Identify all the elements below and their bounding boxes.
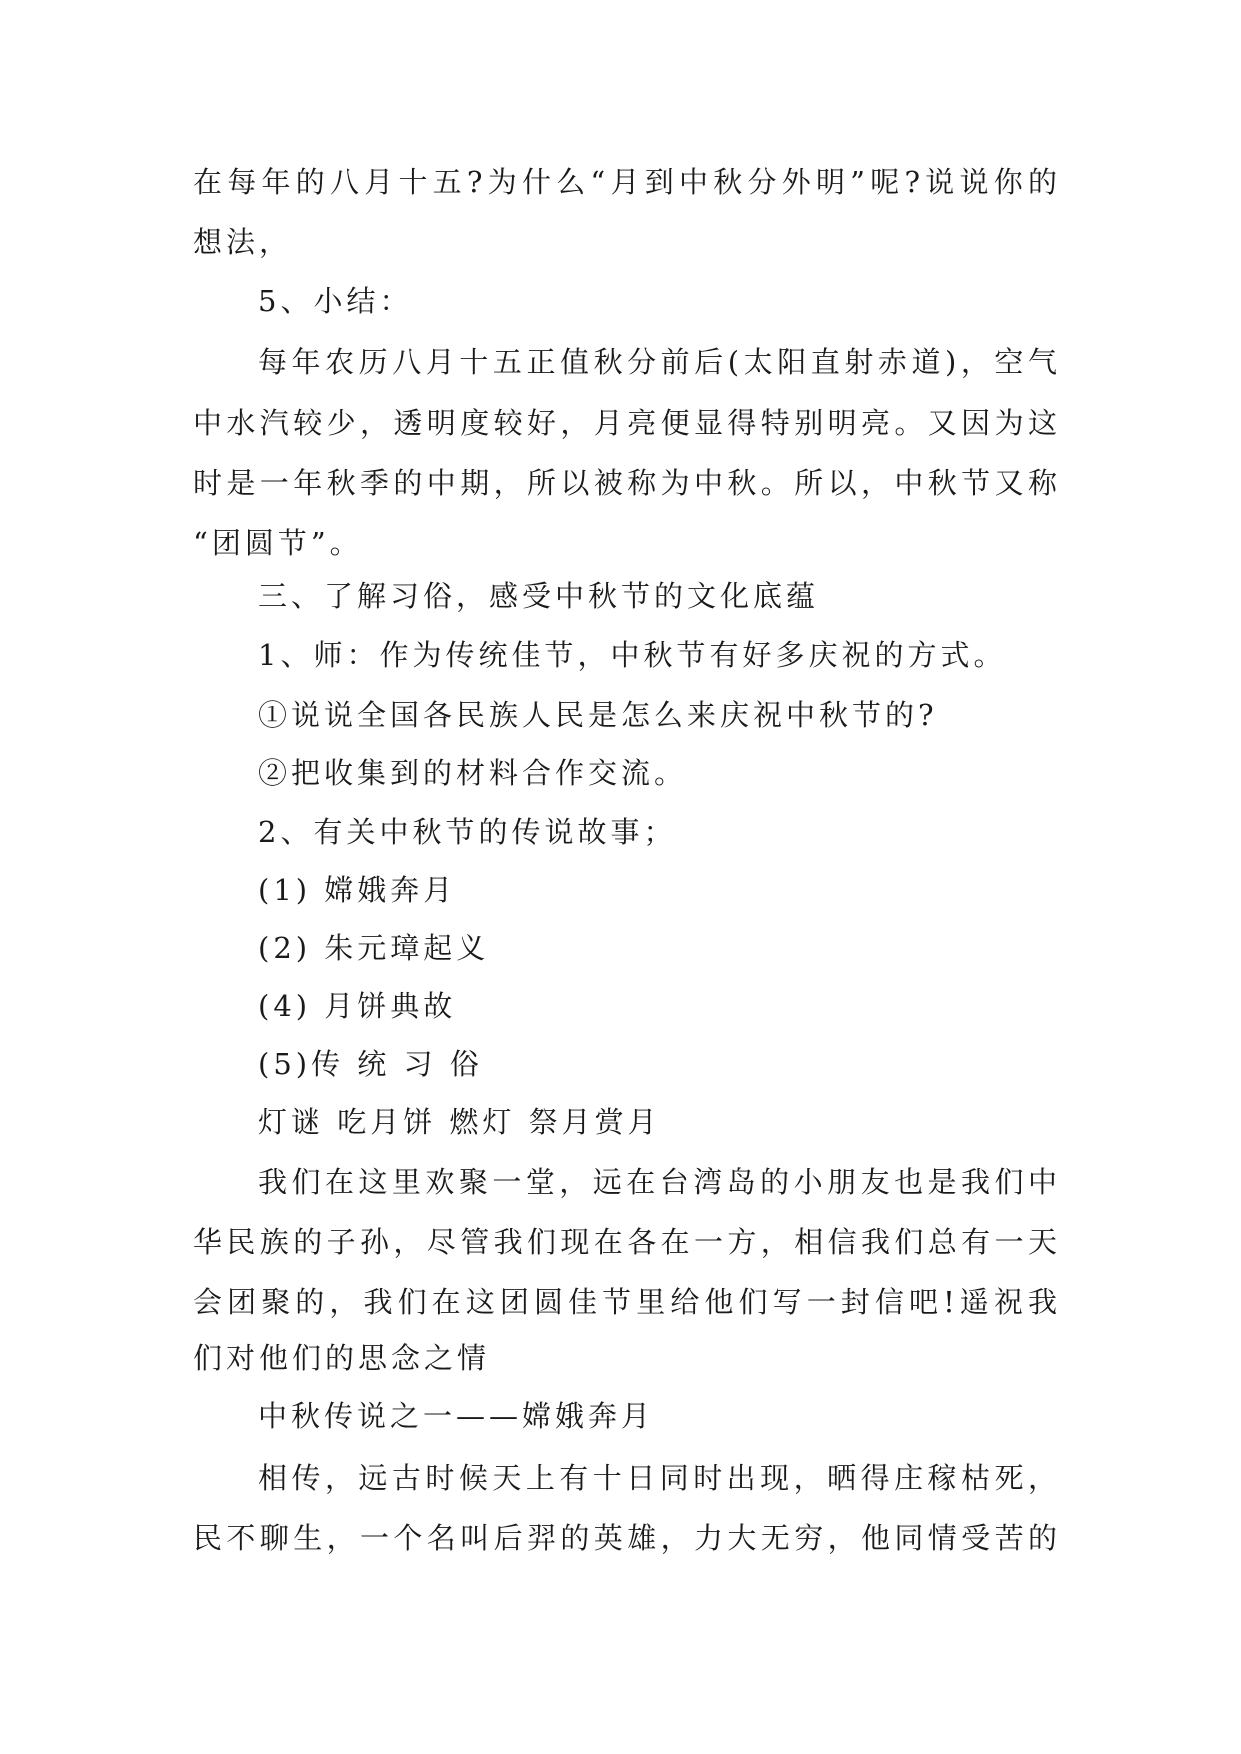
list-item: (2) 朱元璋起义 [258,931,490,965]
text-line: 2、有关中秋节的传说故事； [258,815,677,849]
text-line: 在每年的八月十五?为什么“月到中秋分外明”呢?说说你的 [193,165,1057,199]
list-item: (4) 月饼典故 [258,989,457,1023]
text-line: 们对他们的思念之情 [193,1341,491,1375]
list-item: ②把收集到的材料合作交流。 [258,756,688,790]
text-line: 华民族的子孙，尽管我们现在各在一方，相信我们总有一天 [193,1225,1057,1259]
text-line: 每年农历八月十五正值秋分前后(太阳直射赤道)，空气 [258,345,1057,379]
text-line: “团圆节”。 [193,526,363,560]
text-line: 中水汽较少，透明度较好，月亮便显得特别明亮。又因为这 [193,406,1057,440]
section-heading: 三、了解习俗，感受中秋节的文化底蕴 [258,579,820,613]
text-line: 时是一年秋季的中期，所以被称为中秋。所以，中秋节又称 [193,466,1057,500]
text-line: 会团聚的，我们在这团圆佳节里给他们写一封信吧!遥祝我 [193,1285,1057,1319]
text-line: 灯谜 吃月饼 燃灯 祭月赏月 [258,1105,661,1139]
text-line: 相传，远古时候天上有十日同时出现，晒得庄稼枯死， [258,1461,1057,1495]
text-line: 我们在这里欢聚一堂，远在台湾岛的小朋友也是我们中 [258,1165,1057,1199]
list-item: (5)传 统 习 俗 [258,1047,483,1081]
text-line: 想法， [193,225,293,259]
list-item: (1) 嫦娥奔月 [258,873,457,907]
list-item: ①说说全国各民族人民是怎么来庆祝中秋节的? [258,698,938,732]
section-heading: 中秋传说之一——嫦娥奔月 [258,1399,655,1433]
section-heading: 5、小结： [258,284,413,318]
text-line: 民不聊生，一个名叫后羿的英雄，力大无穷，他同情受苦的 [193,1521,1057,1555]
text-line: 1、师：作为传统佳节，中秋节有好多庆祝的方式。 [258,638,1007,672]
